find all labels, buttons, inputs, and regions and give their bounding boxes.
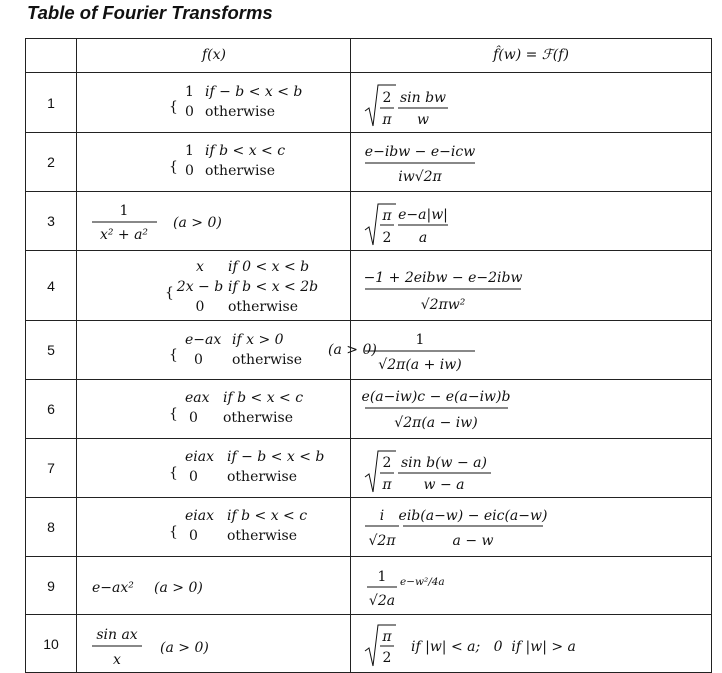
fx-header-label: f(x) <box>201 47 227 63</box>
denominator: x <box>113 652 121 668</box>
root-denominator: 2 <box>382 230 392 246</box>
fx-column-header <box>77 39 351 73</box>
left-brace: { <box>169 406 178 422</box>
case-condition: if − b < x < b <box>227 449 325 465</box>
case-condition: otherwise <box>205 104 275 120</box>
case-value: 0 <box>195 299 205 315</box>
fx-cell <box>77 439 351 498</box>
piecewise-result: if |w| < a; 0 if |w| > a <box>411 639 576 655</box>
fx-cell <box>77 251 351 321</box>
case-condition: otherwise <box>205 163 275 179</box>
numerator: −1 + 2eibw − e−2ibw <box>363 270 523 286</box>
denominator: √2π(a − iw) <box>394 415 478 431</box>
denominator: w <box>417 112 429 128</box>
numerator: 1 <box>377 569 387 585</box>
row-number: 1 <box>26 73 77 133</box>
numerator: 1 <box>119 203 129 219</box>
case-value: x <box>196 259 204 275</box>
case-value: 0 <box>194 352 203 368</box>
case-value: e−ax <box>185 332 222 348</box>
denominator: √2π(a + iw) <box>378 357 462 373</box>
fx-cell <box>77 73 351 133</box>
table-row <box>26 557 712 615</box>
table-row <box>26 192 712 251</box>
row-number: 2 <box>26 133 77 192</box>
table-row <box>26 380 712 439</box>
table-row <box>26 498 712 557</box>
denominator: iw√2π <box>398 169 442 185</box>
case-condition: if x > 0 <box>232 332 284 348</box>
numerator: eib(a−w) − eic(a−w) <box>398 508 548 524</box>
numerator: sin ax <box>96 627 138 643</box>
row-number: 8 <box>26 498 77 557</box>
prefactor-denominator: √2π <box>368 533 396 549</box>
exponential-factor: e−w²/4a <box>400 576 445 588</box>
left-brace: { <box>169 99 178 115</box>
numerator: e−a|w| <box>398 207 448 223</box>
case-value: 2x − b <box>176 279 224 295</box>
case-value: 0 <box>189 528 198 544</box>
case-condition: if 0 < x < b <box>228 259 310 275</box>
row-number: 5 <box>26 321 77 380</box>
case-value: eiax <box>185 508 215 524</box>
case-value: 0 <box>185 163 194 179</box>
table-row <box>26 321 712 380</box>
fw-cell <box>351 439 712 498</box>
case-condition: if − b < x < b <box>205 84 303 100</box>
case-condition: otherwise <box>232 352 302 368</box>
case-value: 0 <box>189 469 198 485</box>
fx-cell <box>77 615 351 673</box>
numerator: e(a−iw)c − e(a−iw)b <box>361 389 511 405</box>
fw-cell <box>351 321 712 380</box>
root-numerator: π <box>382 208 392 224</box>
condition: (a > 0) <box>328 342 377 358</box>
case-value: 1 <box>185 84 194 100</box>
case-condition: if b < x < c <box>205 143 286 159</box>
row-number: 7 <box>26 439 77 498</box>
numerator: 1 <box>415 332 425 348</box>
fx-cell <box>77 557 351 615</box>
root-numerator: π <box>382 629 392 645</box>
left-brace: { <box>169 524 178 540</box>
fw-cell <box>351 557 712 615</box>
condition: (a > 0) <box>154 580 203 596</box>
case-condition: otherwise <box>227 528 297 544</box>
fw-column-header <box>351 39 712 73</box>
fourier-transform-table <box>25 38 712 673</box>
fx-cell <box>77 321 377 380</box>
fx-cell <box>77 380 351 439</box>
row-number: 6 <box>26 380 77 439</box>
denominator: √2πw² <box>420 297 466 313</box>
table-row <box>26 73 712 133</box>
row-number: 9 <box>26 557 77 615</box>
header-row <box>26 39 712 73</box>
case-condition: otherwise <box>223 410 293 426</box>
table-row <box>26 615 712 673</box>
fw-cell <box>351 192 712 251</box>
numerator: sin b(w − a) <box>401 455 487 471</box>
left-brace: { <box>169 159 178 175</box>
root-denominator: π <box>382 477 392 493</box>
fw-cell <box>351 251 712 321</box>
condition: (a > 0) <box>160 640 209 656</box>
case-value: eiax <box>185 449 215 465</box>
fx-cell <box>77 133 351 192</box>
numerator: sin bw <box>399 90 447 106</box>
case-condition: if b < x < c <box>227 508 308 524</box>
fw-cell <box>351 380 712 439</box>
row-number: 4 <box>26 251 77 321</box>
root-denominator: 2 <box>382 650 392 666</box>
root-numerator: 2 <box>382 90 392 106</box>
left-brace: { <box>169 465 178 481</box>
denominator: √2a <box>368 593 396 609</box>
case-value: 1 <box>185 143 194 159</box>
case-value: 0 <box>185 104 194 120</box>
condition: (a > 0) <box>173 215 222 231</box>
table-row <box>26 133 712 192</box>
case-condition: otherwise <box>228 299 298 315</box>
row-number: 10 <box>26 615 77 673</box>
table-row <box>26 439 712 498</box>
denominator: x² + a² <box>99 227 149 243</box>
fw-cell <box>351 133 712 192</box>
denominator: a − w <box>452 533 494 549</box>
root-denominator: π <box>382 112 392 128</box>
fw-cell <box>351 73 712 133</box>
root-numerator: 2 <box>382 455 392 471</box>
case-condition: otherwise <box>227 469 297 485</box>
left-brace: { <box>165 285 174 301</box>
denominator: w − a <box>423 477 465 493</box>
fw-header-label: f̂(w) = ℱ(f) <box>493 47 569 63</box>
function-expression: e−ax² <box>92 580 134 596</box>
row-number: 3 <box>26 192 77 251</box>
fw-cell <box>351 498 712 557</box>
table-title: Table of Fourier Transforms <box>27 2 273 23</box>
case-condition: if b < x < 2b <box>228 279 319 295</box>
fw-cell <box>351 615 712 673</box>
left-brace: { <box>169 347 178 363</box>
prefactor-numerator: i <box>379 508 385 524</box>
fx-cell <box>77 192 351 251</box>
numerator: e−ibw − e−icw <box>364 144 476 160</box>
case-value: 0 <box>189 410 198 426</box>
table-row <box>26 251 712 321</box>
case-condition: if b < x < c <box>223 390 304 406</box>
fx-cell <box>77 498 351 557</box>
case-value: eax <box>185 390 210 406</box>
denominator: a <box>418 230 428 246</box>
index-column-header <box>26 39 77 73</box>
